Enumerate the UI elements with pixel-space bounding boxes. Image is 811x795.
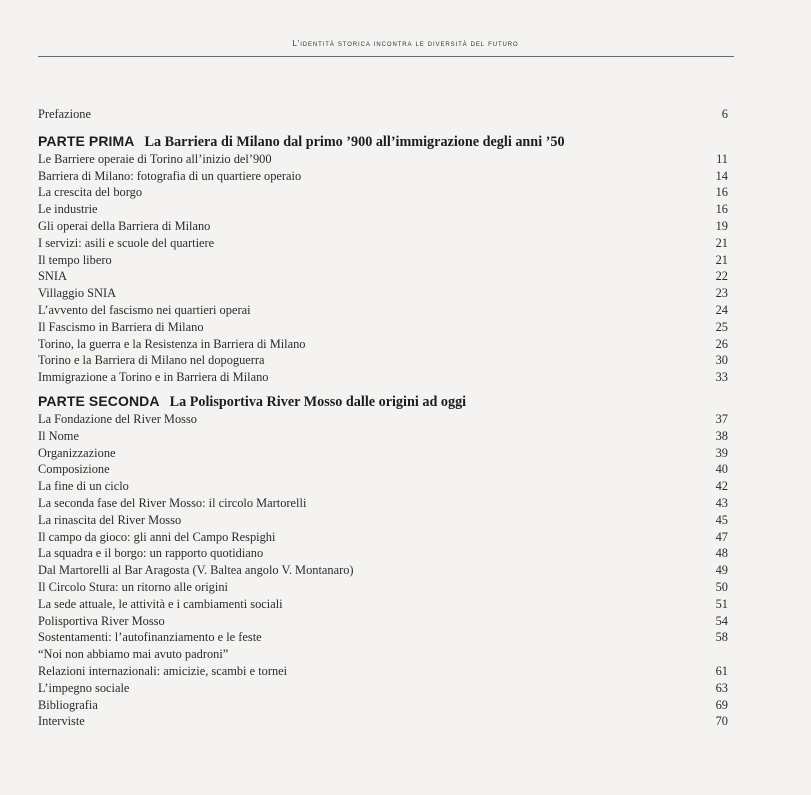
toc-entry-page: 45 [715,512,728,527]
toc-entry [38,613,728,630]
toc-entry-title: Le Barriere operaie di Torino all’inizio del’900 [38,151,272,166]
toc-entry [38,336,728,353]
toc-entry-page: 21 [715,252,728,267]
part-one-entries [38,151,728,386]
toc-entry-title: Il Circolo Stura: un ritorno alle origini [38,579,228,594]
toc-entry-page: 61 [715,663,728,678]
toc-entry-page: 6 [721,107,728,121]
toc-entry-page: 39 [715,445,728,460]
toc-entry-title: Organizzazione [38,445,116,460]
toc-entry-page: 14 [715,168,728,183]
toc-entry [38,495,728,512]
toc-entry-page: 19 [715,218,728,233]
toc-entry-page: 43 [715,495,728,510]
part-one-title: La Barriera di Milano dal primo ’900 all’immigrazione degli anni ’50 [144,133,565,150]
toc-entry [38,411,728,428]
header-divider [38,56,734,57]
toc-entry [38,184,728,201]
toc-entry-page: 70 [715,714,728,729]
toc-entry-page: 42 [715,479,728,494]
toc-entry [38,579,728,596]
part-one-heading [38,131,728,151]
toc-entry-title: La seconda fase del River Mosso: il circolo Martorelli [38,495,307,510]
toc-entry-prefazione [38,106,728,123]
toc-entry [38,713,728,730]
toc-entry [38,319,728,336]
toc-entry [38,201,728,218]
toc-entry [38,646,728,663]
toc-entry [38,302,728,319]
toc-entry-title: L’impegno sociale [38,680,130,695]
toc-entry-title: Il campo da gioco: gli anni del Campo Respighi [38,529,276,544]
toc-entry [38,562,728,579]
part-two-title: La Polisportiva River Mosso dalle origini ad oggi [169,393,467,410]
toc-entry-title: Relazioni internazionali: amicizie, scambi e tornei [38,663,288,678]
toc-entry-title: La squadra e il borgo: un rapporto quotidiano [38,546,264,561]
toc-entry-title: La rinascita del River Mosso [38,512,182,527]
toc-entry-page: 47 [715,529,728,544]
toc-entry-title: La crescita del borgo [38,185,143,200]
toc-entry [38,461,728,478]
toc-entry-page: 63 [715,680,728,695]
toc-entry-title: Il Nome [38,428,79,443]
toc-entry-page: 48 [715,546,728,561]
toc-entry [38,352,728,369]
toc-entry-title: Interviste [38,714,85,729]
toc-entry-title: Villaggio SNIA [38,286,117,301]
toc-entry-page: 51 [715,596,728,611]
toc-entry-page: 54 [715,613,728,628]
toc-entry-title: Le industrie [38,202,98,217]
toc-entry-page: 23 [715,286,728,301]
toc-entry-title: SNIA [38,269,67,284]
toc-entry-title: Bibliografia [38,697,98,712]
toc-entry-page: 22 [715,269,728,284]
toc-entry [38,663,728,680]
toc-entry-page: 58 [715,630,728,645]
toc-entry-page: 50 [715,579,728,594]
toc-entry-page: 11 [716,151,728,166]
toc-entry-title: “Noi non abbiamo mai avuto padroni” [38,647,229,662]
toc-entry [38,151,728,168]
toc-entry [38,235,728,252]
toc-entry-page: 24 [715,302,728,317]
toc-entry-title: I servizi: asili e scuole del quartiere [38,235,215,250]
toc-entry-page: 33 [715,370,728,385]
toc-entry-title: Torino e la Barriera di Milano nel dopoguerra [38,353,265,368]
part-two-entries [38,411,728,730]
toc-entry [38,545,728,562]
toc-entry-title: Dal Martorelli al Bar Aragosta (V. Baltea angolo V. Montanaro) [38,563,354,578]
toc-entry [38,252,728,269]
toc-entry [38,218,728,235]
toc-entry-title: Composizione [38,462,110,477]
toc-entry-title: Barriera di Milano: fotografia di un quartiere operaio [38,168,302,183]
toc-entry [38,478,728,495]
toc-entry-page: 25 [715,319,728,334]
toc-entry [38,529,728,546]
running-header: L'identità storica incontra le diversità del futuro [292,39,519,48]
toc-entry-title: Torino, la guerra e la Resistenza in Barriera di Milano [38,336,306,351]
part-two-label: PARTE SECONDA [38,392,160,409]
toc-entry [38,680,728,697]
toc-entry-page: 49 [715,563,728,578]
toc-entry [38,512,728,529]
part-one-label: PARTE PRIMA [38,132,135,149]
toc-entry [38,168,728,185]
toc-entry-title: La fine di un ciclo [38,479,129,494]
toc-entry-title: Polisportiva River Mosso [38,613,165,628]
toc-entry-page: 38 [715,428,728,443]
toc-entry-page: 37 [715,411,728,426]
toc-entry-title: Gli operai della Barriera di Milano [38,218,211,233]
toc-entry-title: L’avvento del fascismo nei quartieri operai [38,302,251,317]
toc-entry-page: 16 [715,185,728,200]
toc-entry [38,445,728,462]
toc-entry-page: 40 [715,462,728,477]
toc-entry-title: Immigrazione a Torino e in Barriera di Milano [38,370,269,385]
toc-entry [38,285,728,302]
toc-entry [38,596,728,613]
toc-entry-page: 30 [715,353,728,368]
toc-entry-page: 21 [715,235,728,250]
toc-entry-title: Il tempo libero [38,252,112,267]
toc-entry-page: 26 [715,336,728,351]
toc-entry-page: 69 [715,697,728,712]
toc-entry [38,268,728,285]
toc-entry-title: Sostentamenti: l’autofinanziamento e le feste [38,630,262,645]
toc-entry [38,629,728,646]
toc-entry-title: Prefazione [38,107,91,121]
toc-entry-page: 16 [715,202,728,217]
toc-entry-title: La Fondazione del River Mosso [38,411,197,426]
toc-entry-title: La sede attuale, le attività e i cambiamenti sociali [38,596,283,611]
toc-entry-title: Il Fascismo in Barriera di Milano [38,319,204,334]
toc-entry [38,428,728,445]
toc-entry [38,369,728,386]
toc-entry [38,697,728,714]
part-two-heading [38,391,728,411]
table-of-contents [38,106,728,730]
